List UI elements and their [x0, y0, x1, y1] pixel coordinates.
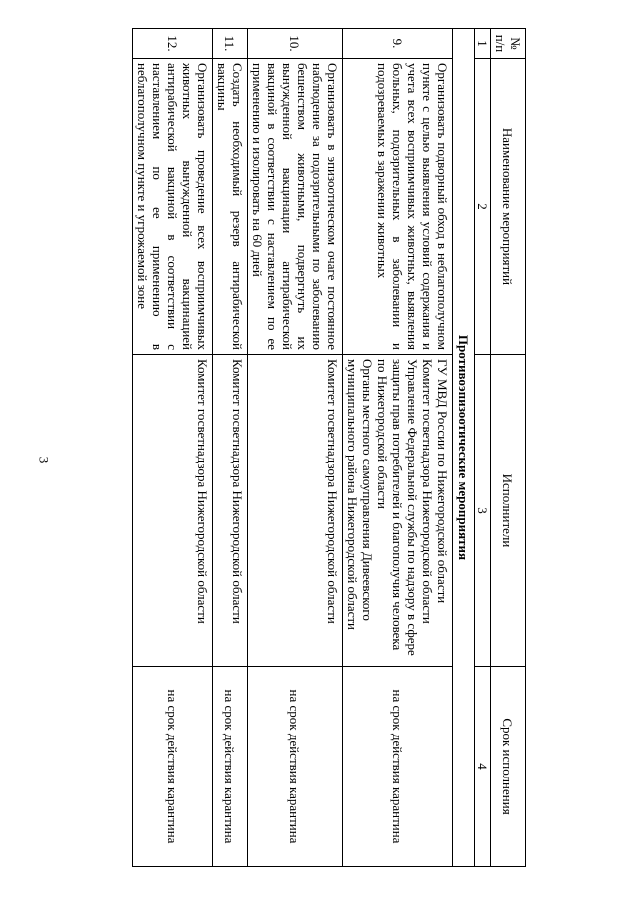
measures-table — [132, 28, 526, 867]
executor-item: Комитет госветнадзора Нижегородской области — [230, 359, 245, 624]
measure-name: Организовать проведение всех восприимчивых животных вынужденной вакцинацией антирабической вакциной в соответствии с наставлением по ее применению в неблагополучном пункте и угрожаемой зоне — [133, 59, 213, 355]
executor-item: Комитет госветнадзора Нижегородской области — [420, 359, 435, 624]
term-cell: на срок действия карантина — [133, 667, 213, 867]
executors-cell — [343, 355, 453, 667]
table-row — [213, 29, 248, 867]
section-row — [453, 29, 475, 867]
row-number: 9. — [343, 29, 453, 59]
header-executors: Исполнители — [491, 355, 526, 667]
table-row — [343, 29, 453, 867]
executor-item: ГУ МВД России по Нижегородской области — [435, 359, 450, 604]
measure-name: Организовать в эпизоотическом очаге постоянное наблюдение за подозрительными по заболеванию бешенством животными, подвергнуть их вынужденной вакцинации антирабической вакциной в соответствии с наставлением по ее применению и изолировать на 60 дней — [248, 59, 343, 355]
executor-item: Управление Федеральной службы по надзору в сфере защиты прав потребителей и благополучия человека по Нижегородской области — [375, 359, 420, 656]
executor-item: Комитет госветнадзора Нижегородской области — [195, 359, 210, 624]
rotated-table-container — [132, 28, 526, 866]
col-number-4: 4 — [475, 667, 491, 867]
term-cell: на срок действия карантина — [248, 667, 343, 867]
row-number: 11. — [213, 29, 248, 59]
row-number: 10. — [248, 29, 343, 59]
executors-cell — [248, 355, 343, 667]
executor-item: Комитет госветнадзора Нижегородской области — [325, 359, 340, 624]
term-cell: на срок действия карантина — [213, 667, 248, 867]
measure-name: Создать необходимый резерв антирабической вакцины — [213, 59, 248, 355]
col-number-2: 2 — [475, 59, 491, 355]
page-number: 3 — [36, 456, 52, 464]
col-number-3: 3 — [475, 355, 491, 667]
term-cell: на срок действия карантина — [343, 667, 453, 867]
header-name: Наименование мероприятий — [491, 59, 526, 355]
header-num: № п/п — [491, 29, 526, 59]
table-row — [133, 29, 213, 867]
executor-item: Органы местного самоуправления Дивеевского муниципального района Нижегородской области — [345, 359, 375, 630]
measure-name: Организовать подворный обход в неблагополучном пункте с целью выявления условий содержания и учета всех восприимчивых животных, выявления больных, подозрительных в заболевании и подозреваемых в заражении животных — [343, 59, 453, 355]
col-number-1: 1 — [475, 29, 491, 59]
column-number-row — [475, 29, 491, 867]
header-row — [491, 29, 526, 867]
table-row — [248, 29, 343, 867]
section-title: Противоэпизоотические мероприятия — [453, 29, 475, 867]
header-term: Срок исполнения — [491, 667, 526, 867]
executors-cell — [133, 355, 213, 667]
executors-cell — [213, 355, 248, 667]
row-number: 12. — [133, 29, 213, 59]
